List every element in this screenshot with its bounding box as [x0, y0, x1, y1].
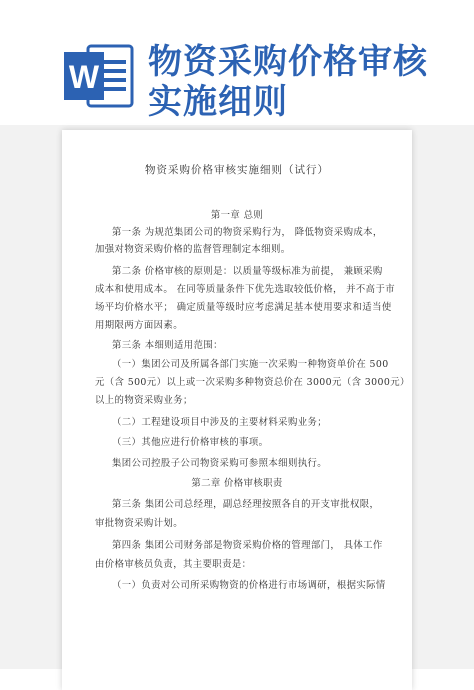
paragraph-line: 集团公司控股子公司物资采购可参照本细则执行。: [112, 458, 328, 469]
svg-text:W: W: [68, 59, 100, 95]
paragraph-line: 元（含 500元）以上或一次采购多种物资总价在 3000元（含 3000元）: [95, 377, 410, 388]
document-title: 物资采购价格审核实施细则（试行）: [145, 164, 329, 176]
paragraph-line: （三）其他应进行价格审核的事项。: [112, 437, 269, 448]
banner: [0, 0, 474, 125]
word-document-icon: [62, 38, 136, 112]
paragraph-line: 场平均价格水平； 确定质量等级时应考虑满足基本使用要求和适当使: [95, 302, 392, 313]
chapter-heading-1: 第一章 总则: [210, 210, 264, 221]
paragraph-line: （二）工程建设项目中涉及的主要材料采购业务；: [112, 417, 328, 428]
chapter-heading-2: 第二章 价格审核职责: [191, 478, 283, 489]
paragraph-line: （一）负责对公司所采购物资的价格进行市场调研，根据实际情: [112, 580, 386, 591]
paragraph-line: 以上的物资采购业务；: [95, 395, 193, 406]
paragraph-line: 第三条 集团公司总经理，副总经理按照各自的开支审批权限，: [112, 499, 380, 510]
paragraph-line: （一）集团公司及所属各部门实施一次采购一种物资单价在 500: [112, 359, 389, 370]
paragraph-line: 加强对物资采购价格的监督管理制定本细则。: [95, 244, 291, 255]
paragraph-line: 由价格审核员负责，其主要职责是：: [95, 559, 252, 570]
paragraph-line: 第一条 为规范集团公司的物资采购行为， 降低物资采购成本，: [112, 227, 383, 238]
paragraph-line: 第三条 本细则适用范围：: [112, 340, 223, 351]
paragraph-line: 第四条 集团公司财务部是物资采购价格的管理部门， 具体工作: [112, 540, 383, 551]
paragraph-line: 审批物资采购计划。: [95, 518, 183, 529]
paragraph-line: 第二条 价格审核的原则是：以质量等级标准为前提， 兼顾采购: [112, 266, 383, 277]
paragraph-line: 用期限两方面因素。: [95, 320, 183, 331]
paragraph-line: 成本和使用成本。 在同等质量条件下优先选取较低价格， 并不高于市: [95, 284, 396, 295]
banner-title-line-2: 实施细则: [148, 82, 288, 122]
banner-title-line-1: 物资采购价格审核: [148, 42, 428, 82]
